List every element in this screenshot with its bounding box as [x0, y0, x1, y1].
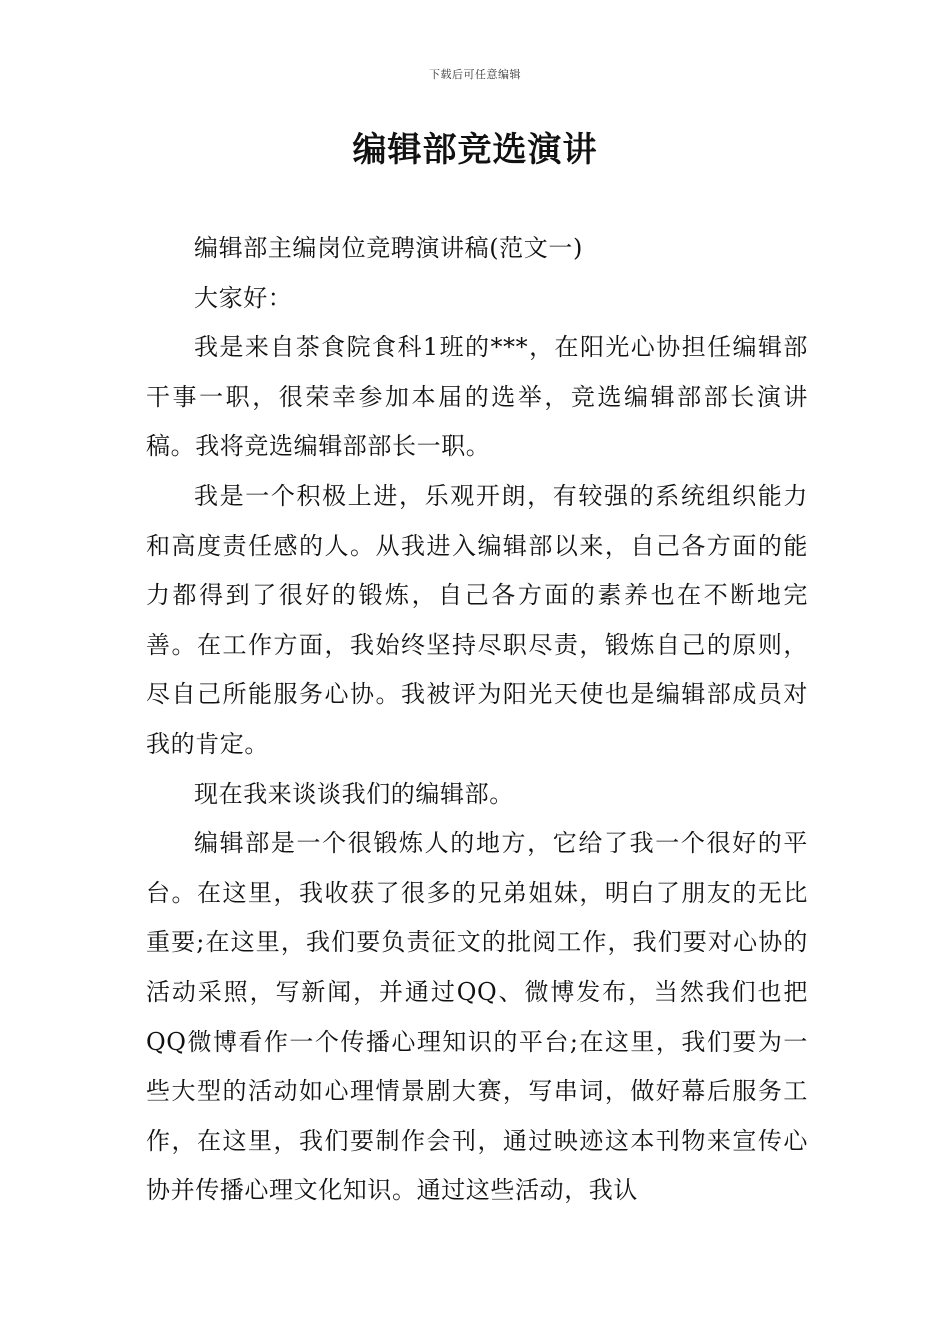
document-body — [146, 224, 808, 1216]
paragraph-subtitle: 编辑部主编岗位竞聘演讲稿(范文一) — [194, 234, 583, 262]
header-note: 下载后可任意编辑 — [429, 68, 521, 81]
document-title: 编辑部竞选演讲 — [352, 130, 598, 170]
paragraph-department-description: 编辑部是一个很锻炼人的地方，它给了我一个很好的平台。在这里，我收获了很多的兄弟姐妹，明白了朋友的无比重要;在这里，我们要负责征文的批阅工作，我们要对心协的活动采照，写新闻，并通过QQ、微博发布，当然我们也把QQ微博看作一个传播心理知识的平台;在这里，我们要为一些大型的活动如心理情景剧大赛，写串词，做好幕后服务工作，在这里，我们要制作会刊，通过映迹这本刊物来宣传心协并传播心理文化知识。通过这些活动，我认 — [146, 829, 808, 1205]
paragraph-introduction: 我是来自茶食院食科1班的***，在阳光心协担任编辑部干事一职，很荣幸参加本届的选举，竞选编辑部部长演讲稿。我将竞选编辑部部长一职。 — [146, 333, 808, 461]
paragraph-self-description: 我是一个积极上进，乐观开朗，有较强的系统组织能力和高度责任感的人。从我进入编辑部以来，自己各方面的能力都得到了很好的锻炼，自己各方面的素养也在不断地完善。在工作方面，我始终坚持尽职尽责，锻炼自己的原则，尽自己所能服务心协。我被评为阳光天使也是编辑部成员对我的肯定。 — [146, 481, 808, 758]
paragraph-transition: 现在我来谈谈我们的编辑部。 — [194, 779, 514, 808]
paragraph-greeting: 大家好： — [194, 283, 293, 312]
